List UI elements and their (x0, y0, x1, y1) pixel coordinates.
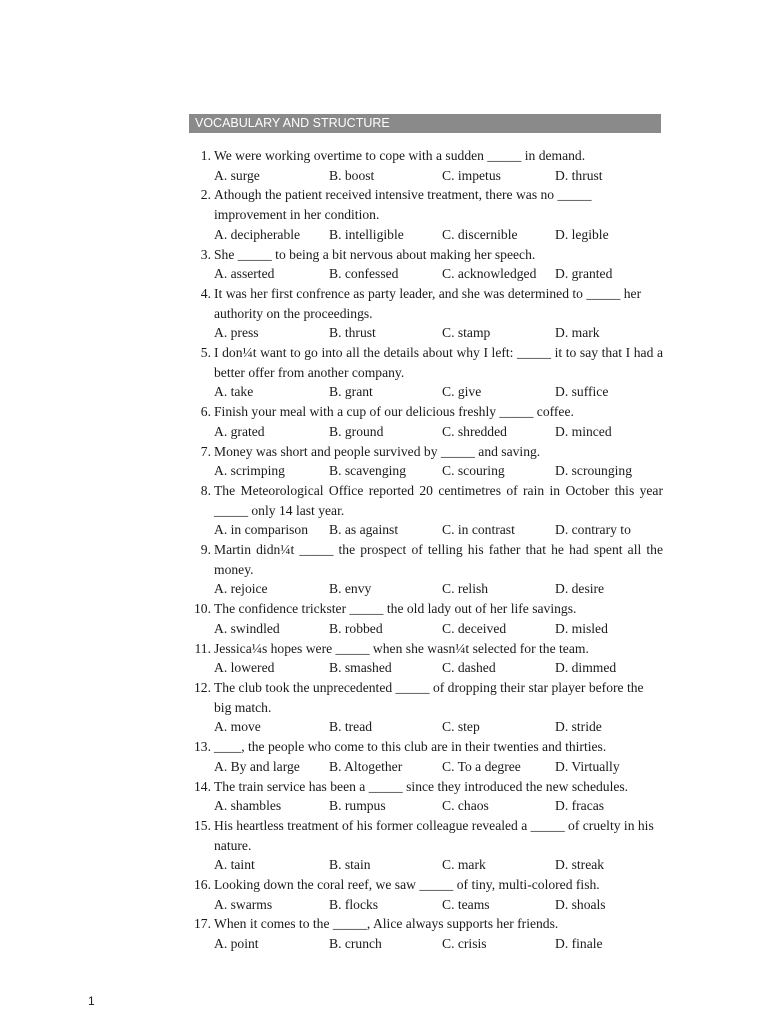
question-number: 9. (200, 542, 211, 558)
question-item (189, 481, 663, 540)
option-d: D. streak (555, 857, 605, 873)
option-c: C. acknowledged (442, 266, 537, 282)
options-row (214, 382, 663, 402)
option-d: D. minced (555, 423, 612, 439)
question-item (189, 914, 663, 953)
option-a: A. grated (214, 423, 265, 439)
section-title-bar: VOCABULARY AND STRUCTURE (189, 114, 661, 133)
question-text: His heartless treatment of his former colleague revealed a _____ of cruelty in his nature. (214, 817, 654, 853)
question-text: Money was short and people survived by _____ and saving. (214, 443, 541, 459)
option-a: A. shambles (214, 798, 282, 814)
option-b: B. boost (329, 167, 375, 183)
option-c: C. relish (442, 581, 489, 597)
question-item (189, 284, 663, 343)
option-a: A. scrimping (214, 463, 285, 479)
option-b: B. ground (329, 423, 384, 439)
option-c: C. teams (442, 896, 490, 912)
option-a: A. in comparison (214, 522, 309, 538)
question-number: 12. (194, 679, 211, 695)
option-d: D. fracas (555, 798, 605, 814)
option-b: B. crunch (329, 936, 382, 952)
option-d: D. suffice (555, 384, 609, 400)
option-a: A. rejoice (214, 581, 268, 597)
question-text: I don¼t want to go into all the details about why I left: _____ it to say that I had a better offer from another company. (214, 345, 663, 380)
question-number: 17. (194, 916, 211, 932)
question-text: The train service has been a _____ since they introduced the new schedules. (214, 778, 629, 794)
option-c: C. discernible (442, 226, 518, 242)
question-number: 6. (200, 404, 211, 420)
question-text: She _____ to being a bit nervous about making her speech. (214, 246, 536, 262)
question-number: 7. (200, 443, 211, 459)
question-number: 11. (194, 640, 211, 656)
option-b: B. smashed (329, 660, 392, 676)
option-a: A. lowered (214, 660, 275, 676)
question-number: 10. (194, 601, 211, 617)
option-d: D. contrary to (555, 522, 631, 538)
question-text: It was her first confrence as party leader, and she was determined to _____ her authority on the proceedings. (214, 285, 642, 321)
options-row (214, 717, 663, 737)
option-b: B. envy (329, 581, 372, 597)
option-c: C. stamp (442, 325, 491, 341)
option-b: B. Altogether (329, 758, 403, 774)
question-number: 2. (200, 187, 211, 203)
question-number: 14. (194, 778, 211, 794)
option-a: A. surge (214, 167, 260, 183)
option-b: B. as against (329, 522, 399, 538)
option-d: D. thrust (555, 167, 603, 183)
option-b: B. robbed (329, 620, 383, 636)
option-d: D. misled (555, 620, 608, 636)
question-text: ____, the people who come to this club are in their twenties and thirties. (214, 739, 607, 755)
question-text: The club took the unprecedented _____ of dropping their star player before the big match. (214, 679, 644, 715)
option-d: D. finale (555, 936, 603, 952)
option-a: A. taint (214, 857, 255, 873)
option-a: A. point (214, 936, 259, 952)
question-item (189, 146, 663, 185)
option-a: A. press (214, 325, 259, 341)
question-text: Martin didn¼t _____ the prospect of telling his father that he had spent all the money. (214, 542, 663, 577)
question-text: Looking down the coral reef, we saw _____ of tiny, multi-colored fish. (214, 877, 600, 893)
option-b: B. grant (329, 384, 373, 400)
question-item (189, 343, 663, 402)
question-item (189, 678, 663, 737)
option-b: B. scavenging (329, 463, 407, 479)
option-b: B. confessed (329, 266, 399, 282)
option-d: D. granted (555, 266, 613, 282)
question-item (189, 540, 663, 599)
option-c: C. To a degree (442, 758, 521, 774)
options-row (214, 422, 663, 442)
options-row (214, 855, 663, 875)
question-number: 1. (200, 148, 211, 163)
option-a: A. move (214, 719, 261, 735)
question-number: 4. (200, 285, 211, 301)
option-c: C. dashed (442, 660, 496, 676)
options-row (214, 796, 663, 816)
question-item (189, 185, 663, 244)
question-number: 5. (200, 345, 211, 361)
option-b: B. intelligible (329, 226, 404, 242)
option-c: C. give (442, 384, 482, 400)
question-item (189, 639, 663, 678)
question-text: The Meteorological Office reported 20 centimetres of rain in October this year _____ only 14 last year. (214, 482, 663, 518)
option-d: D. desire (555, 581, 605, 597)
page-number: 1 (88, 994, 95, 1008)
question-item (189, 442, 663, 481)
question-number: 15. (194, 817, 211, 833)
option-b: B. tread (329, 719, 373, 735)
question-text: Jessica¼s hopes were _____ when she wasn¼t selected for the team. (214, 640, 589, 656)
option-a: A. take (214, 384, 254, 400)
options-row (214, 520, 663, 540)
option-a: A. By and large (214, 758, 300, 774)
option-d: D. Virtually (555, 758, 620, 774)
option-c: C. mark (442, 857, 486, 873)
question-list (189, 146, 663, 954)
options-row (214, 579, 663, 599)
option-c: C. chaos (442, 798, 489, 814)
question-item (189, 816, 663, 875)
option-c: C. scouring (442, 463, 505, 479)
question-number: 3. (200, 246, 211, 262)
question-item (189, 737, 663, 776)
question-item (189, 777, 663, 816)
option-d: D. shoals (555, 896, 606, 912)
question-text: Athough the patient received intensive treatment, there was no _____ improvement in her condition. (214, 187, 592, 223)
options-row (214, 934, 663, 954)
option-a: A. decipherable (214, 226, 301, 242)
options-row (214, 323, 663, 343)
option-b: B. flocks (329, 896, 379, 912)
options-row (214, 264, 663, 284)
options-row (214, 461, 663, 481)
option-c: C. in contrast (442, 522, 515, 538)
question-text: We were working overtime to cope with a sudden _____ in demand. (214, 148, 586, 163)
option-d: D. mark (555, 325, 600, 341)
question-text: Finish your meal with a cup of our delicious freshly _____ coffee. (214, 404, 574, 420)
option-d: D. stride (555, 719, 602, 735)
option-a: A. asserted (214, 266, 275, 282)
options-row (214, 658, 663, 678)
question-number: 8. (200, 482, 211, 498)
option-c: C. step (442, 719, 480, 735)
question-text: When it comes to the _____, Alice always supports her friends. (214, 916, 559, 932)
options-row (214, 225, 663, 245)
option-c: C. impetus (442, 167, 501, 183)
option-a: A. swindled (214, 620, 280, 636)
question-text: The confidence trickster _____ the old lady out of her life savings. (214, 601, 577, 617)
option-c: C. deceived (442, 620, 507, 636)
options-row (214, 166, 663, 186)
option-b: B. rumpus (329, 798, 386, 814)
option-d: D. scrounging (555, 463, 633, 479)
option-a: A. swarms (214, 896, 273, 912)
question-number: 13. (194, 739, 211, 755)
question-item (189, 875, 663, 914)
option-c: C. shredded (442, 423, 507, 439)
options-row (214, 619, 663, 639)
option-c: C. crisis (442, 936, 487, 952)
option-b: B. thrust (329, 325, 376, 341)
question-item (189, 245, 663, 284)
option-b: B. stain (329, 857, 371, 873)
option-d: D. legible (555, 226, 609, 242)
question-item (189, 599, 663, 638)
question-item (189, 402, 663, 441)
options-row (214, 757, 663, 777)
options-row (214, 895, 663, 915)
option-d: D. dimmed (555, 660, 617, 676)
question-number: 16. (194, 877, 211, 893)
